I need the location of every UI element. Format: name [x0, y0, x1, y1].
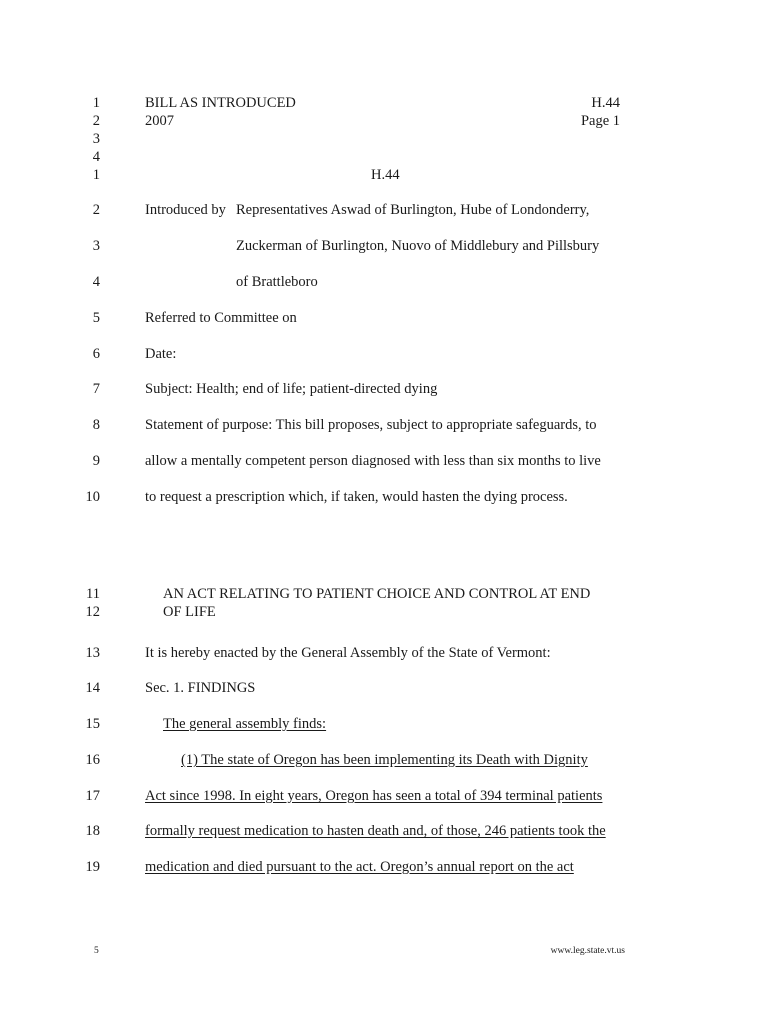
section-heading: Sec. 1. FINDINGS [145, 680, 256, 696]
introducers-line: Representatives Aswad of Burlington, Hube of Londonderry, [236, 202, 590, 218]
finding-line: (1) The state of Oregon has been implementing its Death with Dignity [181, 752, 588, 768]
line-number: 2 [92, 113, 100, 129]
referred-to-committee: Referred to Committee on [145, 310, 297, 326]
purpose-line: to request a prescription which, if taken, would hasten the dying process. [145, 489, 568, 505]
purpose-line: Statement of purpose: This bill proposes, subject to appropriate safeguards, to [145, 417, 597, 433]
enacting-clause: It is hereby enacted by the General Assembly of the State of Vermont: [145, 645, 551, 661]
header-bill-number: H.44 [591, 95, 620, 111]
line-number: 14 [85, 680, 100, 696]
header-year: 2007 [145, 113, 174, 129]
line-number: 4 [92, 274, 100, 290]
header-title: BILL AS INTRODUCED [145, 95, 296, 111]
line-number: 5 [92, 310, 100, 326]
line-number: 19 [85, 859, 100, 875]
line-number: 4 [92, 149, 100, 165]
finding-line: Act since 1998. In eight years, Oregon has seen a total of 394 terminal patients [145, 788, 603, 804]
line-number: 8 [92, 417, 100, 433]
line-number: 11 [86, 586, 100, 602]
footer-page-number: 5 [94, 946, 99, 956]
line-number: 7 [92, 381, 100, 397]
introduced-by-label: Introduced by [145, 202, 226, 218]
findings-intro: The general assembly finds: [163, 716, 327, 732]
date-label: Date: [145, 346, 177, 362]
line-number: 10 [85, 489, 100, 505]
line-number: 12 [85, 604, 100, 620]
introducers-line: Zuckerman of Burlington, Nuovo of Middlebury and Pillsbury [236, 238, 600, 254]
footer-website: www.leg.state.vt.us [550, 946, 625, 956]
purpose-line: allow a mentally competent person diagnosed with less than six months to live [145, 453, 601, 469]
line-number: 6 [92, 346, 100, 362]
bill-heading: H.44 [371, 167, 400, 183]
line-number: 2 [92, 202, 100, 218]
subject-line: Subject: Health; end of life; patient-directed dying [145, 381, 438, 397]
line-number: 3 [92, 131, 100, 147]
line-number: 13 [85, 645, 100, 661]
line-number: 3 [92, 238, 100, 254]
line-number: 18 [85, 823, 100, 839]
header-page: Page 1 [580, 113, 620, 129]
finding-line: medication and died pursuant to the act. Oregon’s annual report on the act [145, 859, 574, 875]
line-number: 1 [92, 167, 100, 183]
finding-line: formally request medication to hasten death and, of those, 246 patients took the [145, 823, 606, 839]
line-number: 16 [85, 752, 100, 768]
act-title-line: AN ACT RELATING TO PATIENT CHOICE AND CONTROL AT END [163, 586, 591, 602]
act-title-line: OF LIFE [163, 604, 216, 620]
line-number: 15 [85, 716, 100, 732]
line-number: 1 [92, 95, 100, 111]
line-number: 9 [92, 453, 100, 469]
introducers-line: of Brattleboro [236, 274, 318, 290]
line-number: 17 [85, 788, 100, 804]
